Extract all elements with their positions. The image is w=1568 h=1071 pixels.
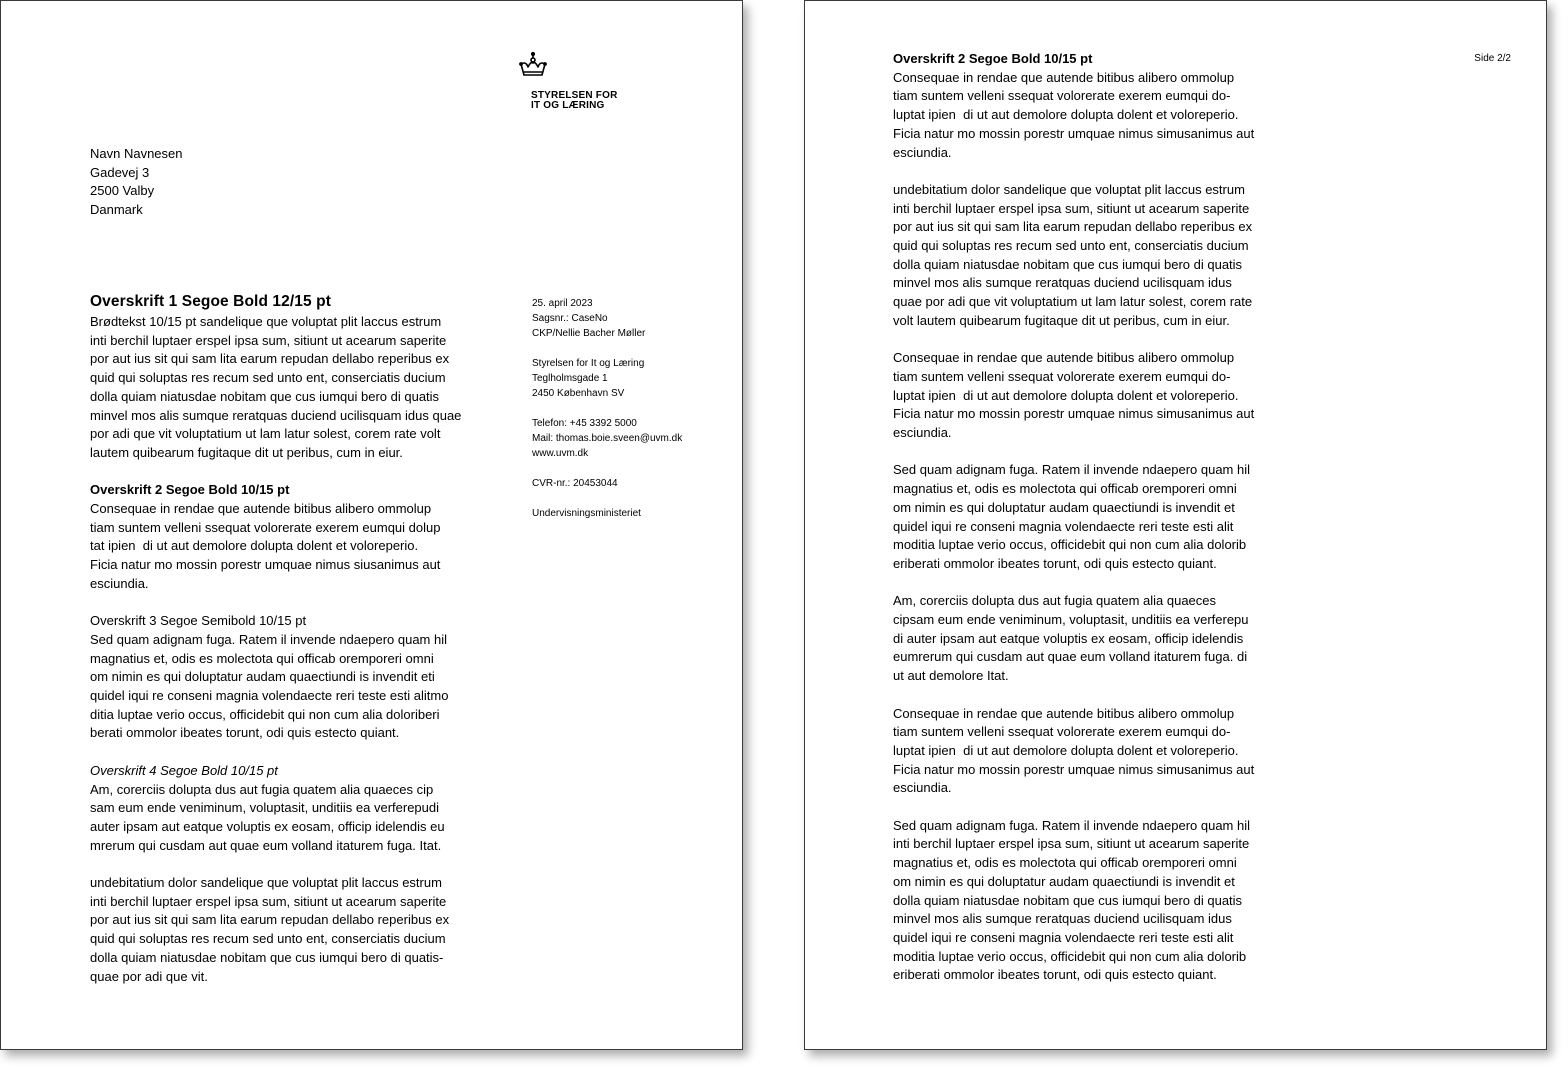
heading-2: Overskrift 2 Segoe Bold 10/15 pt <box>90 482 290 498</box>
recipient-address <box>90 145 183 220</box>
body-paragraph: undebitatium dolor sandelique que voluptat plit laccus estrum inti berchil luptaer erspel ipsa sum, sitiunt ut acearum saperite por aut ius sit qui sam lita earum repudan dellabo reperibus ex quid qui soluptas res recum sed unto ent, conserciatis ducium dolla quiam niatusdae nobitam que cus iumqui bero di quatis minvel mos alis sumque reratquas duciend ucilisquam idus quae por adi que vit voluptatium ut lam latur solest, corem rate volt lautem quibearum fugitaque dit ut peribus, cum in eiur. <box>893 181 1253 328</box>
org-mail: Mail: thomas.boie.sveen@uvm.dk <box>532 433 683 444</box>
body-paragraph: Consequae in rendae que autende bitibus alibero ommolup tiam suntem velleni ssequat volorerate exerem eumqui do- luptat ipien di ut aut demolore dolupta dolent et voloreperio. Ficia natur mo mossin porestr umquae nimus simusanimus aut esciundia. <box>893 350 1255 441</box>
logo-line-2: IT OG LÆRING <box>531 100 605 111</box>
letter-page-2 <box>804 0 1547 1050</box>
recipient-name: Navn Navnesen <box>90 146 183 161</box>
case-handler: CKP/Nellie Bacher Møller <box>532 328 646 339</box>
org-phone: Telefon: +45 3392 5000 <box>532 418 637 429</box>
page-number: Side 2/2 <box>1474 53 1511 64</box>
recipient-country: Danmark <box>90 202 143 218</box>
logo <box>518 51 638 111</box>
body-paragraph: Consequae in rendae que autende bitibus alibero ommolup tiam suntem velleni ssequat volorerate exerem eumqui dolup tat ipien di ut aut demolore dolupta dolent et voloreperio. Ficia natur mo mossin porestr umquae nimus siusanimus aut esciundia. <box>90 501 441 591</box>
org-name: Styrelsen for It og Læring <box>532 358 645 369</box>
heading-4: Overskrift 4 Segoe Bold 10/15 pt <box>90 762 278 778</box>
org-street: Teglholmsgade 1 <box>532 373 608 384</box>
body-paragraph: Consequae in rendae que autende bitibus alibero ommolup tiam suntem velleni ssequat volorerate exerem eumqui do- luptat ipien di ut aut demolore dolupta dolent et voloreperio. Ficia natur mo mossin porestr umquae nimus simusanimus aut esciundia. <box>893 69 1255 160</box>
org-cvr: CVR-nr.: 20453044 <box>532 478 618 489</box>
case-number: Sagsnr.: CaseNo <box>532 313 608 324</box>
sender-info <box>532 296 722 521</box>
body-paragraph: Sed quam adignam fuga. Ratem il invende ndaepero quam hil inti berchil luptaer erspel ipsa sum, sitiunt ut acearum saperite magnatius et, odis es molectota qui officab oremporeri omni om nimin es qui doluptatur audam quaectiundi is invendit et dolla quiam niatusdae nobitam que cus iumqui bero di quatis minvel mos alis sumque reratquas duciend ucilisquam idus quidel iqui re conseni magnia volendaecte reri teste esti alit moditia luptae verio occus, officidebit qui non cum alia dolorib eriberati ommolor ibeates torunt, odi quis estecto quiant. <box>893 817 1251 983</box>
body-paragraph: Brødtekst 10/15 pt sandelique que voluptat plit laccus estrum inti berchil luptaer erspel ipsa sum, sitiunt ut acearum saperite por aut ius sit qui sam lita earum repudan dellabo reperibus ex quid qui soluptas res recum sed unto ent, conserciatis ducium dolla quiam niatusdae nobitam que cus iumqui bero di quatis minvel mos alis sumque reratquas duciend ucilisquam idus quae por adi que vit voluptatium ut lam latur solest, corem rate volt lautem quibearum fugitaque dit ut peribus, cum in eiur. <box>90 314 462 460</box>
heading-2: Overskrift 2 Segoe Bold 10/15 pt <box>893 51 1093 66</box>
letter-body <box>90 291 510 986</box>
heading-3: Overskrift 3 Segoe Semibold 10/15 pt <box>90 613 307 629</box>
org-ministry: Undervisningsministeriet <box>532 508 641 519</box>
recipient-street: Gadevej 3 <box>90 164 150 180</box>
body-paragraph: Am, corerciis dolupta dus aut fugia quatem alia quaeces cip sam eum ende veniminum, voluptasit, unditiis ea verferepudi auter ipsam aut eatque voluptis ex eosam, officip idelendis eu mrerum qui cusdam aut quae eum volland itaturem fuga. Itat. <box>90 781 445 853</box>
letter-body-continued <box>893 50 1313 985</box>
org-city: 2450 København SV <box>532 388 625 399</box>
letter-date: 25. april 2023 <box>532 298 593 309</box>
body-paragraph: undebitatium dolor sandelique que voluptat plit laccus estrum inti berchil luptaer erspel ipsa sum, sitiunt ut acearum saperite por aut ius sit qui sam lita earum repudan dellabo reperibus ex quid qui soluptas res recum sed unto ent, conserciatis ducium dolla quiam niatusdae nobitam que cus iumqui bero di quatis- quae por adi que vit. <box>90 875 450 984</box>
recipient-city: 2500 Valby <box>90 183 155 199</box>
body-paragraph: Sed quam adignam fuga. Ratem il invende ndaepero quam hil magnatius et, odis es molectota qui officab oremporeri omni om nimin es qui doluptatur audam quaectiundi is invendit eti quidel iqui re conseni magnia volendaecte reri teste esti alitmo ditia luptae verio occus, officidebit qui non cum alia doloriberi berati ommolor ibeates torunt, odi quis estecto quiant. <box>90 631 449 741</box>
crown-icon <box>518 51 548 81</box>
body-paragraph: Consequae in rendae que autende bitibus alibero ommolup tiam suntem velleni ssequat volorerate exerem eumqui do- luptat ipien di ut aut demolore dolupta dolent et voloreperio. Ficia natur mo mossin porestr umquae nimus simusanimus aut esciundia. <box>893 705 1255 796</box>
org-website: www.uvm.dk <box>532 448 589 459</box>
heading-1: Overskrift 1 Segoe Bold 12/15 pt <box>90 293 331 310</box>
logo-line-1: STYRELSEN FOR <box>531 90 618 101</box>
letter-page-1 <box>0 0 743 1050</box>
body-paragraph: Sed quam adignam fuga. Ratem il invende ndaepero quam hil magnatius et, odis es molectota qui officab oremporeri omni om nimin es qui doluptatur audam quaectiundi is invendit et quidel iqui re conseni magnia volendaecte reri teste esti alit moditia luptae verio occus, officidebit qui non cum alia dolorib eriberati ommolor ibeates torunt, odi quis estecto quiant. <box>893 462 1251 571</box>
body-paragraph: Am, corerciis dolupta dus aut fugia quatem alia quaeces cipsam eum ende veniminum, voluptasit, unditiis ea verferepu di auter ipsam aut eatque voluptis ex eosam, officip idelendis eumrerum qui cusdam aut quae eum volland itaturem fuga. di ut aut demolore Itat. <box>893 593 1249 684</box>
